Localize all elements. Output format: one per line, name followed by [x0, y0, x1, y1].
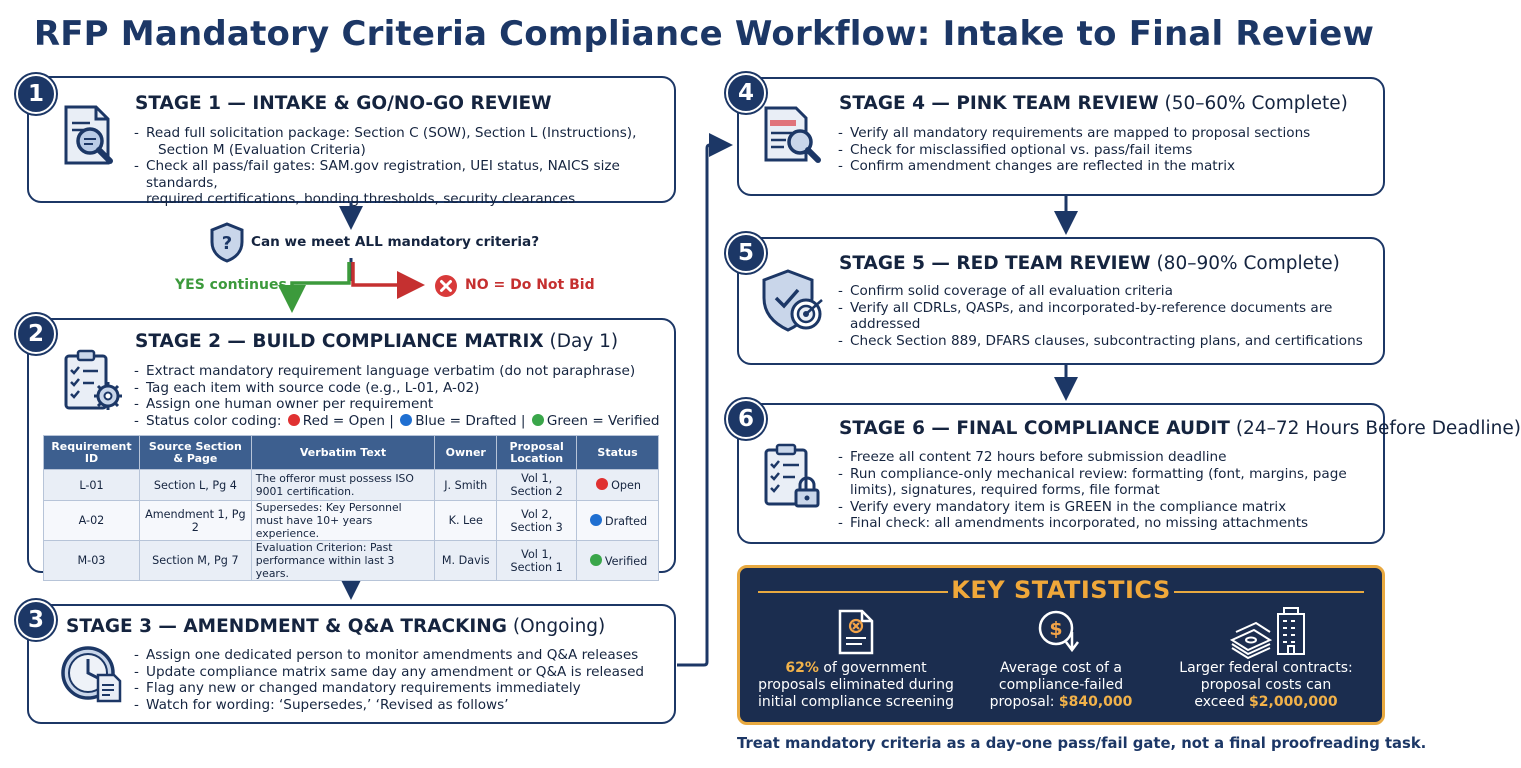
green-dot: [532, 414, 544, 426]
stage-1-title: STAGE 1 — INTAKE & GO/NO-GO REVIEW: [135, 93, 552, 114]
clock-document-icon: [60, 645, 126, 705]
cell-verbatim-text: Supersedes: Key Personnel must have 10+ years experience.: [251, 501, 435, 541]
bullet: - Final check: all amendments incorporated, no missing attachments: [838, 515, 1378, 532]
table-row: [44, 501, 659, 541]
stage-2-bullets: [134, 363, 669, 429]
cell-requirement-id: A-02: [44, 501, 140, 541]
cell-verbatim-text: The offeror must possess ISO 9001 certification.: [251, 470, 435, 501]
stage-6-badge: 6: [726, 399, 766, 439]
cell-source: Amendment 1, Pg 2: [139, 501, 251, 541]
stat-large-contracts: Larger federal contracts: proposal costs can exceed $2,000,000: [1179, 660, 1353, 710]
bullet: - Assign one dedicated person to monitor amendments and Q&A releases: [134, 647, 669, 664]
shield-target-icon: [760, 268, 826, 334]
column-header: Source Section & Page: [139, 436, 251, 470]
column-header: Verbatim Text: [251, 436, 435, 470]
page-title: RFP Mandatory Criteria Compliance Workflow: Intake to Final Review: [33, 14, 1375, 54]
cell-owner: K. Lee: [435, 501, 497, 541]
bullet: - Confirm solid coverage of all evaluation criteria: [838, 283, 1378, 300]
bullet: - Update compliance matrix same day any amendment or Q&A is released: [134, 664, 669, 681]
stage-2-badge: 2: [16, 314, 56, 354]
bullet: - Check for misclassified optional vs. pass/fail items: [838, 142, 1378, 159]
rejected-document-icon: [836, 608, 876, 656]
money-building-icon: [1228, 606, 1312, 658]
cell-location: Vol 1, Section 1: [497, 541, 577, 581]
cell-status: Verified: [577, 541, 659, 581]
bullet: - Run compliance-only mechanical review: formatting (font, margins, page limits), signatures, required forms, file format: [838, 466, 1378, 499]
column-header: Requirement ID: [44, 436, 140, 470]
cell-owner: M. Davis: [435, 541, 497, 581]
bullet: - Verify every mandatory item is GREEN in the compliance matrix: [838, 499, 1378, 516]
compliance-matrix-table: [43, 435, 659, 581]
key-statistics-panel: [737, 565, 1385, 725]
blue-dot: [400, 414, 412, 426]
stage-3-bullets: [134, 647, 669, 713]
stage-1-bullets: [134, 125, 669, 208]
bullet: - Read full solicitation package: Section C (SOW), Section L (Instructions), Section M (Evaluation Criteria): [134, 125, 669, 158]
cell-status: Open: [577, 470, 659, 501]
stage-5-badge: 5: [726, 233, 766, 273]
document-review-icon: [762, 104, 822, 166]
status-legend: - Status color coding: Red = Open | Blue = Drafted | Green = Verified: [134, 413, 669, 430]
status-dot: [590, 554, 602, 566]
bullet: - Watch for wording: ‘Supersedes,’ ‘Revised as follows’: [134, 697, 669, 714]
column-header: Status: [577, 436, 659, 470]
shield-question-icon: [209, 222, 245, 262]
checklist-gear-icon: [60, 348, 124, 414]
decision-no-label: NO = Do Not Bid: [465, 277, 595, 293]
cell-requirement-id: M-03: [44, 541, 140, 581]
cell-location: Vol 1, Section 2: [497, 470, 577, 501]
clipboard-lock-icon: [762, 442, 824, 510]
cell-source: Section M, Pg 7: [139, 541, 251, 581]
decision-yes-label: YES continues: [175, 277, 287, 293]
stage-6-title: STAGE 6 — FINAL COMPLIANCE AUDIT (24–72 Hours Before Deadline): [839, 418, 1521, 439]
bullet: - Assign one human owner per requirement: [134, 396, 669, 413]
bullet: - Verify all CDRLs, QASPs, and incorporated-by-reference documents are addressed: [838, 300, 1378, 333]
column-header: Proposal Location: [497, 436, 577, 470]
table-row: [44, 541, 659, 581]
no-branch-arrow: [353, 262, 418, 285]
magnifier-document-icon: [60, 103, 118, 167]
stage-6-bullets: [838, 449, 1378, 532]
stage-3-title: STAGE 3 — AMENDMENT & Q&A TRACKING (Ongoing): [66, 616, 606, 637]
bullet: - Extract mandatory requirement language verbatim (do not paraphrase): [134, 363, 669, 380]
dollar-down-icon: [1036, 608, 1086, 658]
bullet: - Check Section 889, DFARS clauses, subcontracting plans, and certifications: [838, 333, 1378, 350]
stat-eliminated: 62% of government proposals eliminated during initial compliance screening: [758, 660, 954, 710]
stage-4-title: STAGE 4 — PINK TEAM REVIEW (50–60% Complete): [839, 93, 1348, 114]
stage-4-badge: 4: [726, 73, 766, 113]
cell-source: Section L, Pg 4: [139, 470, 251, 501]
cell-location: Vol 2, Section 3: [497, 501, 577, 541]
stat-average-cost: Average cost of a compliance-failed proposal: $840,000: [989, 660, 1133, 710]
column-header: Owner: [435, 436, 497, 470]
cell-requirement-id: L-01: [44, 470, 140, 501]
cell-verbatim-text: Evaluation Criterion: Past performance within last 3 years.: [251, 541, 435, 581]
bullet: - Tag each item with source code (e.g., L-01, A-02): [134, 380, 669, 397]
stage-5-bullets: [838, 283, 1378, 349]
footer-takeaway: Treat mandatory criteria as a day-one pass/fail gate, not a final proofreading task.: [737, 735, 1427, 752]
svg-text:$: $: [1049, 618, 1063, 640]
bullet: - Confirm amendment changes are reflected in the matrix: [838, 158, 1378, 175]
stage-2-title: STAGE 2 — BUILD COMPLIANCE MATRIX (Day 1): [135, 331, 619, 352]
stage-3-badge: 3: [16, 600, 56, 640]
yes-branch-arrow: [292, 262, 349, 306]
bullet: - Check all pass/fail gates: SAM.gov registration, UEI status, NAICS size standards, required certifications, bonding thresholds, security clearances: [134, 158, 669, 208]
cell-status: Drafted: [577, 501, 659, 541]
bullet: - Freeze all content 72 hours before submission deadline: [838, 449, 1378, 466]
arrow-stage3-stage4: [677, 145, 727, 665]
x-circle-icon: [434, 274, 458, 298]
status-dot: [596, 478, 608, 490]
table-row: [44, 470, 659, 501]
table-header-row: [44, 436, 659, 470]
stage-4-bullets: [838, 125, 1378, 175]
svg-text:?: ?: [221, 233, 233, 254]
decision-question: Can we meet ALL mandatory criteria?: [251, 234, 540, 250]
cell-owner: J. Smith: [435, 470, 497, 501]
stage-1-badge: 1: [16, 74, 56, 114]
red-dot: [288, 414, 300, 426]
bullet: - Flag any new or changed mandatory requirements immediately: [134, 680, 669, 697]
status-dot: [590, 514, 602, 526]
stage-5-title: STAGE 5 — RED TEAM REVIEW (80–90% Complete): [839, 253, 1340, 274]
bullet: - Verify all mandatory requirements are mapped to proposal sections: [838, 125, 1378, 142]
key-statistics-title: KEY STATISTICS: [951, 576, 1171, 604]
